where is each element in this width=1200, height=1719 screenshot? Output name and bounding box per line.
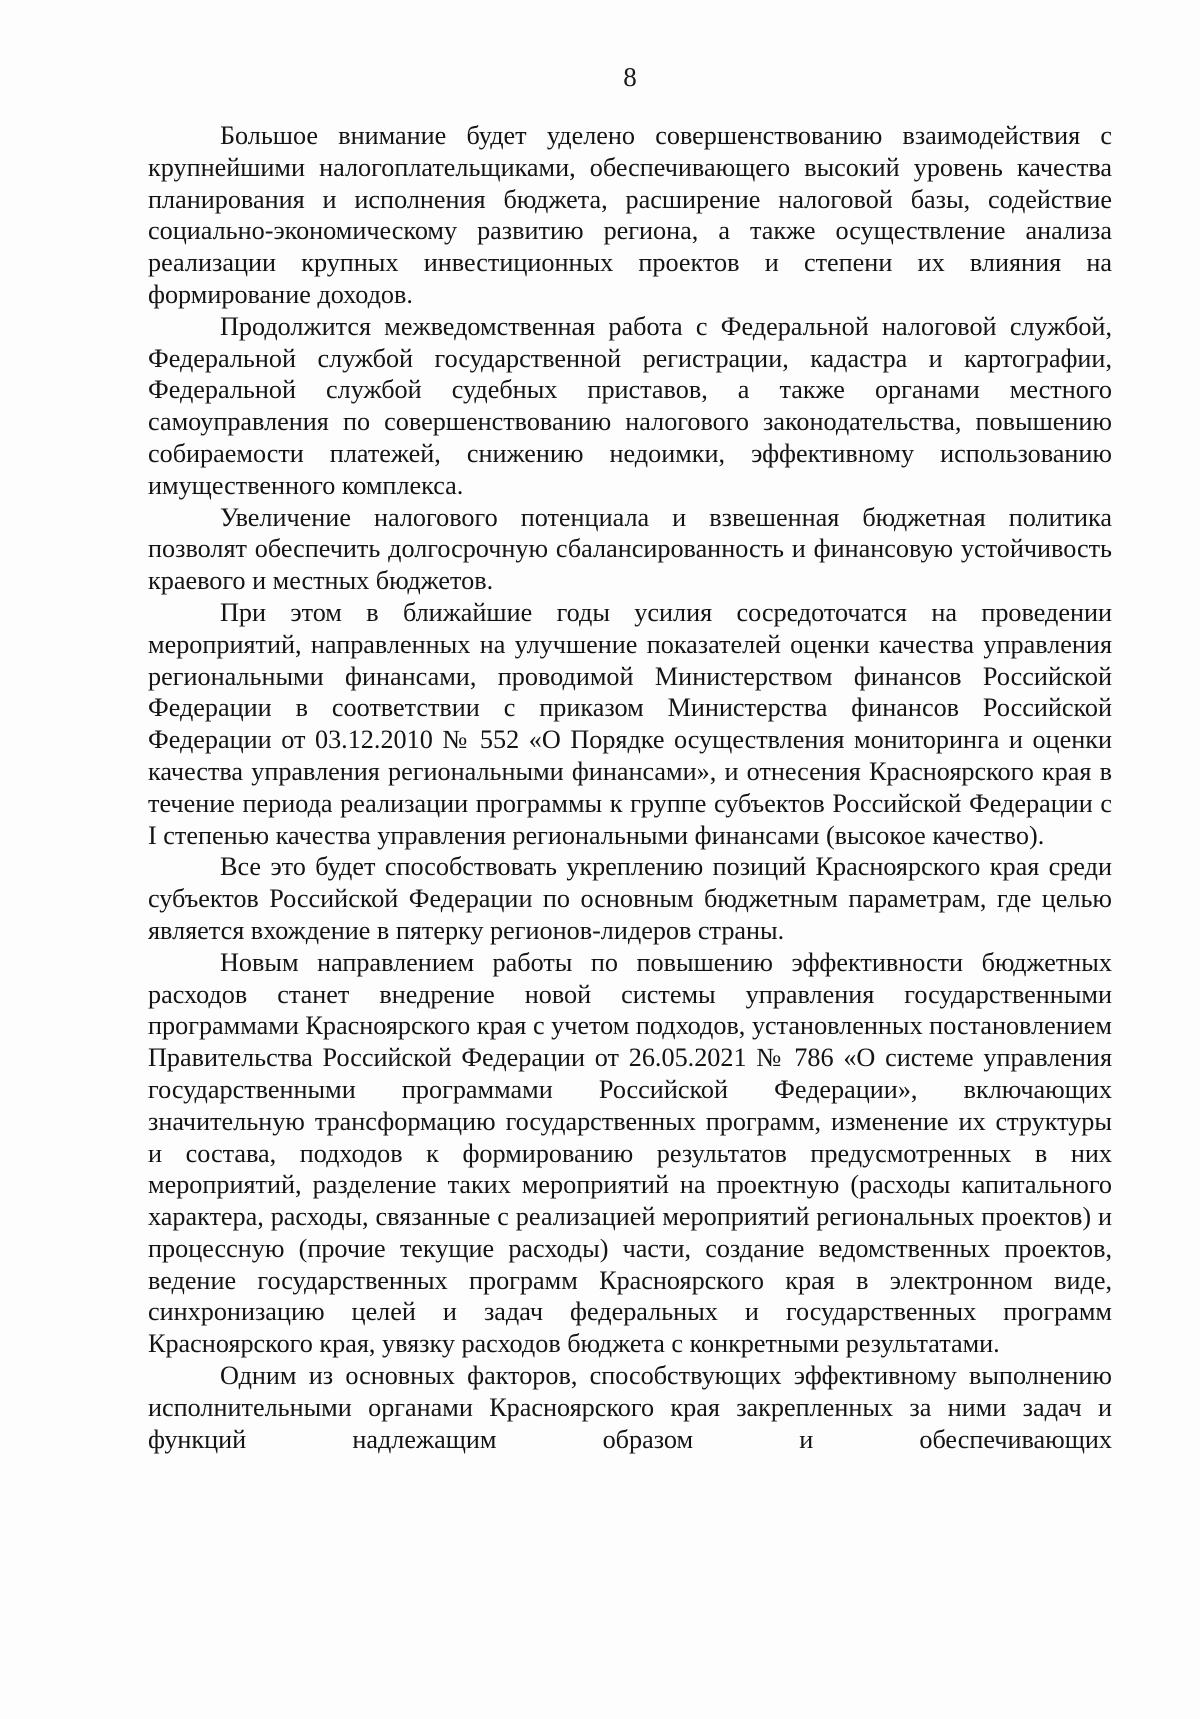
page-number: 8 [623, 62, 637, 92]
paragraph-program-management: Новым направлением работы по повышению эффективности бюджетных расходов станет внедрение новой системы управления государственными программами Красноярского края с учетом подходов, установленных постановлением Правительства Российской Федерации от 26.05.2021 № 786 «О системе управления государственными программами Российской Федерации», включающих значительную трансформацию государственных программ, изменение их структуры и состава, подходов к формированию результатов предусмотренных в них мероприятий, разделение таких мероприятий на проектную (расходы капитального характера, расходы, связанные с реализацией мероприятий региональных проектов) и процессную (прочие текущие расходы) части, создание ведомственных проектов, ведение государственных программ Красноярского края в электронном виде, синхронизацию целей и задач федеральных и государственных программ Красноярского края, увязку расходов бюджета с конкретными результатами. [148, 947, 1112, 1359]
paragraph-taxpayers-interaction: Большое внимание будет уделено совершенствованию взаимодействия с крупнейшими налогоплательщиками, обеспечивающего высокий уровень качества планирования и исполнения бюджета, расширение налоговой базы, содействие социально-экономическому развитию региона, а также осуществление анализа реализации крупных инвестиционных проектов и степени их влияния на формирование доходов. [148, 121, 1112, 309]
document-body [148, 120, 1112, 1455]
paragraph-region-positions: Все это будет способствовать укреплению позиций Красноярского края среди субъектов Российской Федерации по основным бюджетным параметрам, где целью является вхождение в пятерку регионов-лидеров страны. [148, 852, 1112, 945]
paragraph-tax-potential: Увеличение налогового потенциала и взвешенная бюджетная политика позволят обеспечить долгосрочную сбалансированность и финансовую устойчивость краевого и местных бюджетов. [148, 502, 1112, 596]
paragraph-executive-bodies: Одним из основных факторов, способствующих эффективному выполнению исполнительными органами Красноярского края закрепленных за ними задач и функций надлежащим образом и обеспечивающих [148, 1361, 1112, 1454]
paragraph-interagency-work: Продолжится межведомственная работа с Федеральной налоговой службой, Федеральной службой государственной регистрации, кадастра и картографии, Федеральной службой судебных приставов, а также органами местного самоуправления по совершенствованию налогового законодательства, повышению собираемости платежей, снижению недоимки, эффективному использованию имущественного комплекса. [148, 311, 1112, 500]
paragraph-quality-assessment: При этом в ближайшие годы усилия сосредоточатся на проведении мероприятий, направленных на улучшение показателей оценки качества управления региональными финансами, проводимой Министерством финансов Российской Федерации в соответствии с приказом Министерства финансов Российской Федерации от 03.12.2010 № 552 «О Порядке осуществления мониторинга и оценки качества управления региональными финансами», и отнесения Красноярского края в течение периода реализации программы к группе субъектов Российской Федерации с I степенью качества управления региональными финансами (высокое качество). [148, 597, 1112, 850]
